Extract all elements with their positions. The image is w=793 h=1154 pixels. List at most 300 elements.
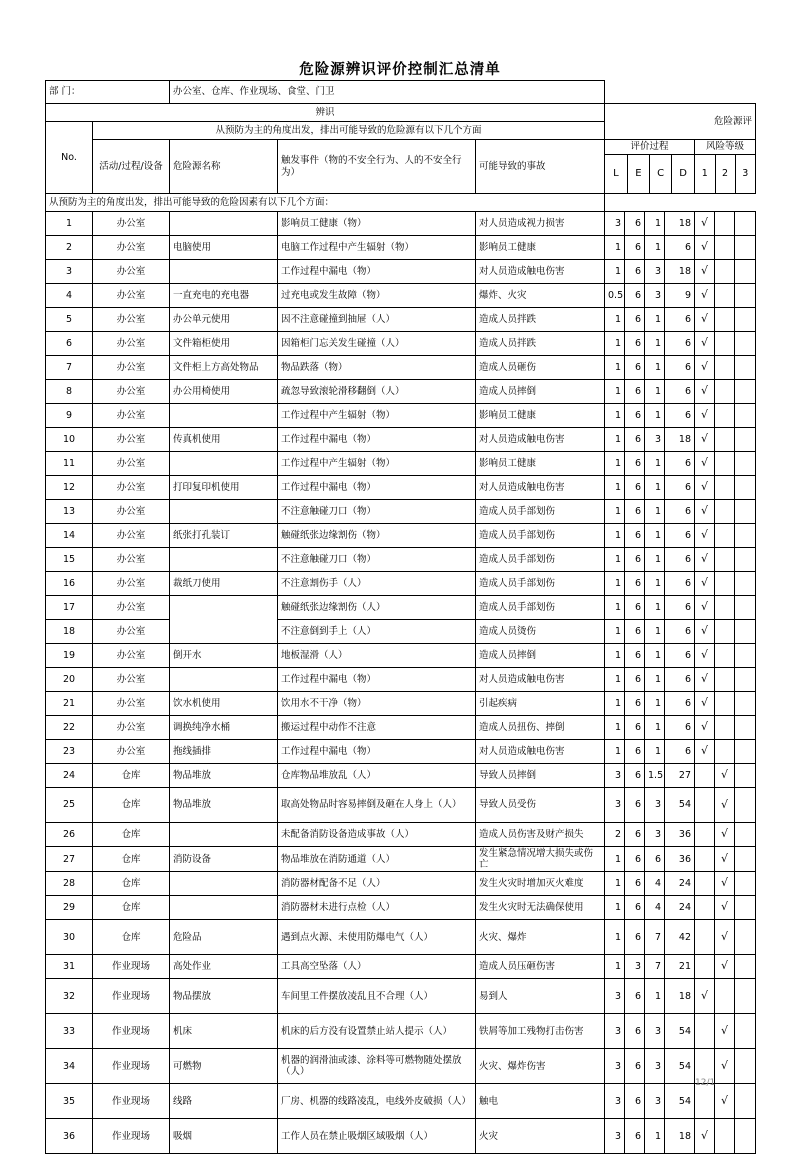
cell-possible-accident[interactable]: 造成人员摔倒: [476, 380, 605, 404]
cell-possible-accident[interactable]: 发生火灾时增加灭火难度: [476, 872, 605, 896]
cell-no[interactable]: 20: [46, 668, 93, 692]
cell-activity[interactable]: 办公室: [93, 380, 170, 404]
cell-risk-2[interactable]: √: [715, 847, 735, 872]
cell-risk-1[interactable]: [695, 955, 715, 979]
cell-trigger-event[interactable]: 工作过程中漏电（物）: [278, 740, 476, 764]
cell-risk-3[interactable]: [735, 548, 756, 572]
cell-activity[interactable]: 办公室: [93, 716, 170, 740]
cell-risk-2[interactable]: [715, 524, 735, 548]
cell-c[interactable]: 3: [645, 823, 665, 847]
cell-activity[interactable]: 仓库: [93, 823, 170, 847]
cell-risk-3[interactable]: [735, 524, 756, 548]
cell-trigger-event[interactable]: 工作过程中漏电（物）: [278, 668, 476, 692]
cell-activity[interactable]: 仓库: [93, 896, 170, 920]
cell-activity[interactable]: 仓库: [93, 920, 170, 955]
cell-activity[interactable]: 办公室: [93, 476, 170, 500]
cell-risk-2[interactable]: [715, 308, 735, 332]
cell-risk-3[interactable]: [735, 452, 756, 476]
table-row[interactable]: [46, 620, 756, 644]
cell-c[interactable]: 1: [645, 596, 665, 620]
cell-no[interactable]: 14: [46, 524, 93, 548]
cell-e[interactable]: 6: [625, 332, 645, 356]
cell-e[interactable]: 6: [625, 668, 645, 692]
cell-hazard-name[interactable]: 可燃物: [170, 1049, 278, 1084]
cell-risk-3[interactable]: [735, 308, 756, 332]
cell-d[interactable]: 54: [665, 1084, 695, 1119]
cell-hazard-name[interactable]: 倒开水: [170, 644, 278, 668]
cell-risk-2[interactable]: [715, 740, 735, 764]
cell-no[interactable]: 5: [46, 308, 93, 332]
cell-activity[interactable]: 办公室: [93, 620, 170, 644]
cell-no[interactable]: 35: [46, 1084, 93, 1119]
cell-activity[interactable]: 办公室: [93, 500, 170, 524]
table-row[interactable]: [46, 764, 756, 788]
cell-c[interactable]: 7: [645, 955, 665, 979]
table-row[interactable]: [46, 236, 756, 260]
cell-activity[interactable]: 仓库: [93, 788, 170, 823]
cell-d[interactable]: 18: [665, 260, 695, 284]
cell-risk-1[interactable]: √: [695, 476, 715, 500]
cell-risk-1[interactable]: √: [695, 572, 715, 596]
cell-possible-accident[interactable]: 火灾: [476, 1119, 605, 1154]
cell-hazard-name[interactable]: 办公用椅使用: [170, 380, 278, 404]
cell-risk-1[interactable]: √: [695, 692, 715, 716]
cell-trigger-event[interactable]: 仓库物品堆放乱（人）: [278, 764, 476, 788]
cell-risk-3[interactable]: [735, 847, 756, 872]
cell-risk-3[interactable]: [735, 596, 756, 620]
cell-risk-2[interactable]: √: [715, 872, 735, 896]
cell-e[interactable]: 6: [625, 716, 645, 740]
cell-risk-1[interactable]: [695, 847, 715, 872]
cell-l[interactable]: 1: [605, 920, 625, 955]
cell-no[interactable]: 10: [46, 428, 93, 452]
table-row[interactable]: [46, 920, 756, 955]
table-row[interactable]: [46, 572, 756, 596]
cell-c[interactable]: 7: [645, 920, 665, 955]
cell-c[interactable]: 6: [645, 847, 665, 872]
cell-risk-2[interactable]: [715, 260, 735, 284]
cell-hazard-name[interactable]: 拖线插排: [170, 740, 278, 764]
cell-no[interactable]: 19: [46, 644, 93, 668]
cell-hazard-name[interactable]: 裁纸刀使用: [170, 572, 278, 596]
cell-l[interactable]: 1: [605, 428, 625, 452]
cell-no[interactable]: 17: [46, 596, 93, 620]
cell-risk-1[interactable]: [695, 872, 715, 896]
cell-hazard-name[interactable]: [170, 212, 278, 236]
cell-risk-1[interactable]: [695, 896, 715, 920]
cell-c[interactable]: 1: [645, 236, 665, 260]
cell-activity[interactable]: 办公室: [93, 572, 170, 596]
cell-risk-3[interactable]: [735, 896, 756, 920]
cell-l[interactable]: 0.5: [605, 284, 625, 308]
cell-no[interactable]: 11: [46, 452, 93, 476]
cell-risk-1[interactable]: √: [695, 332, 715, 356]
cell-e[interactable]: 6: [625, 823, 645, 847]
cell-e[interactable]: 6: [625, 644, 645, 668]
cell-trigger-event[interactable]: 搬运过程中动作不注意: [278, 716, 476, 740]
cell-l[interactable]: 1: [605, 872, 625, 896]
cell-risk-1[interactable]: [695, 920, 715, 955]
cell-possible-accident[interactable]: 造成人员伤害及财产损失: [476, 823, 605, 847]
cell-e[interactable]: 6: [625, 380, 645, 404]
cell-c[interactable]: 3: [645, 1049, 665, 1084]
cell-no[interactable]: 28: [46, 872, 93, 896]
cell-trigger-event[interactable]: 工作人员在禁止吸烟区域吸烟（人）: [278, 1119, 476, 1154]
cell-hazard-name[interactable]: [170, 668, 278, 692]
cell-no[interactable]: 23: [46, 740, 93, 764]
cell-trigger-event[interactable]: 物品堆放在消防通道（人）: [278, 847, 476, 872]
cell-risk-1[interactable]: [695, 788, 715, 823]
cell-d[interactable]: 6: [665, 404, 695, 428]
table-row[interactable]: [46, 212, 756, 236]
cell-activity[interactable]: 办公室: [93, 236, 170, 260]
cell-risk-1[interactable]: √: [695, 979, 715, 1014]
cell-possible-accident[interactable]: 造成人员烫伤: [476, 620, 605, 644]
cell-risk-2[interactable]: [715, 356, 735, 380]
cell-c[interactable]: 1: [645, 500, 665, 524]
cell-possible-accident[interactable]: 造成人员扭伤、摔倒: [476, 716, 605, 740]
cell-c[interactable]: 4: [645, 896, 665, 920]
cell-risk-1[interactable]: √: [695, 260, 715, 284]
table-row[interactable]: [46, 823, 756, 847]
cell-risk-2[interactable]: [715, 380, 735, 404]
cell-c[interactable]: 4: [645, 872, 665, 896]
cell-activity[interactable]: 作业现场: [93, 1119, 170, 1154]
table-row[interactable]: [46, 380, 756, 404]
cell-risk-3[interactable]: [735, 380, 756, 404]
cell-risk-3[interactable]: [735, 716, 756, 740]
cell-d[interactable]: 21: [665, 955, 695, 979]
cell-no[interactable]: 18: [46, 620, 93, 644]
cell-no[interactable]: 16: [46, 572, 93, 596]
cell-possible-accident[interactable]: 导致人员受伤: [476, 788, 605, 823]
cell-trigger-event[interactable]: 地板湿滑（人）: [278, 644, 476, 668]
cell-risk-3[interactable]: [735, 332, 756, 356]
cell-hazard-name[interactable]: [170, 620, 278, 644]
cell-d[interactable]: 18: [665, 212, 695, 236]
table-row[interactable]: [46, 356, 756, 380]
cell-e[interactable]: 6: [625, 356, 645, 380]
cell-hazard-name[interactable]: 物品摆放: [170, 979, 278, 1014]
cell-possible-accident[interactable]: 对人员造成触电伤害: [476, 260, 605, 284]
cell-no[interactable]: 34: [46, 1049, 93, 1084]
cell-possible-accident[interactable]: 铁屑等加工残物打击伤害: [476, 1014, 605, 1049]
table-row[interactable]: [46, 740, 756, 764]
cell-e[interactable]: 6: [625, 572, 645, 596]
cell-l[interactable]: 1: [605, 308, 625, 332]
cell-l[interactable]: 3: [605, 1119, 625, 1154]
cell-c[interactable]: 1: [645, 620, 665, 644]
cell-e[interactable]: 6: [625, 1119, 645, 1154]
cell-l[interactable]: 1: [605, 847, 625, 872]
cell-d[interactable]: 6: [665, 332, 695, 356]
cell-trigger-event[interactable]: 工作过程中漏电（物）: [278, 476, 476, 500]
cell-activity[interactable]: 办公室: [93, 644, 170, 668]
cell-d[interactable]: 18: [665, 1119, 695, 1154]
cell-hazard-name[interactable]: 吸烟: [170, 1119, 278, 1154]
cell-activity[interactable]: 作业现场: [93, 1084, 170, 1119]
cell-trigger-event[interactable]: 影响员工健康（物）: [278, 212, 476, 236]
table-row[interactable]: [46, 896, 756, 920]
cell-e[interactable]: 6: [625, 1049, 645, 1084]
cell-risk-2[interactable]: √: [715, 955, 735, 979]
table-row[interactable]: [46, 872, 756, 896]
cell-e[interactable]: 6: [625, 284, 645, 308]
cell-possible-accident[interactable]: 易到人: [476, 979, 605, 1014]
cell-no[interactable]: 36: [46, 1119, 93, 1154]
cell-no[interactable]: 26: [46, 823, 93, 847]
cell-c[interactable]: 1: [645, 716, 665, 740]
table-row[interactable]: [46, 955, 756, 979]
cell-risk-3[interactable]: [735, 1119, 756, 1154]
cell-possible-accident[interactable]: 造成人员手部划伤: [476, 548, 605, 572]
cell-l[interactable]: 1: [605, 716, 625, 740]
cell-d[interactable]: 36: [665, 847, 695, 872]
cell-l[interactable]: 1: [605, 380, 625, 404]
cell-e[interactable]: 6: [625, 620, 645, 644]
cell-activity[interactable]: 办公室: [93, 356, 170, 380]
cell-possible-accident[interactable]: 影响员工健康: [476, 236, 605, 260]
cell-possible-accident[interactable]: 导致人员摔倒: [476, 764, 605, 788]
cell-risk-1[interactable]: √: [695, 452, 715, 476]
cell-e[interactable]: 6: [625, 500, 645, 524]
cell-risk-1[interactable]: [695, 823, 715, 847]
cell-activity[interactable]: 办公室: [93, 692, 170, 716]
cell-risk-1[interactable]: [695, 1084, 715, 1119]
cell-risk-3[interactable]: [735, 236, 756, 260]
cell-trigger-event[interactable]: 工作过程中漏电（物）: [278, 428, 476, 452]
cell-l[interactable]: 3: [605, 979, 625, 1014]
cell-risk-1[interactable]: √: [695, 380, 715, 404]
cell-risk-2[interactable]: [715, 979, 735, 1014]
cell-c[interactable]: 1: [645, 476, 665, 500]
cell-d[interactable]: 18: [665, 428, 695, 452]
cell-risk-3[interactable]: [735, 692, 756, 716]
cell-no[interactable]: 32: [46, 979, 93, 1014]
cell-no[interactable]: 12: [46, 476, 93, 500]
cell-possible-accident[interactable]: 火灾、爆炸伤害: [476, 1049, 605, 1084]
cell-risk-2[interactable]: [715, 596, 735, 620]
cell-c[interactable]: 1: [645, 524, 665, 548]
cell-hazard-name[interactable]: 一直充电的充电器: [170, 284, 278, 308]
cell-l[interactable]: 1: [605, 620, 625, 644]
cell-possible-accident[interactable]: 影响员工健康: [476, 452, 605, 476]
cell-d[interactable]: 27: [665, 764, 695, 788]
cell-l[interactable]: 1: [605, 260, 625, 284]
cell-e[interactable]: 6: [625, 404, 645, 428]
cell-l[interactable]: 1: [605, 332, 625, 356]
cell-l[interactable]: 1: [605, 524, 625, 548]
cell-d[interactable]: 6: [665, 644, 695, 668]
cell-risk-2[interactable]: [715, 452, 735, 476]
cell-no[interactable]: 2: [46, 236, 93, 260]
cell-l[interactable]: 3: [605, 1084, 625, 1119]
table-row[interactable]: [46, 1049, 756, 1084]
cell-e[interactable]: 6: [625, 788, 645, 823]
cell-d[interactable]: 6: [665, 524, 695, 548]
cell-trigger-event[interactable]: 电脑工作过程中产生辐射（物）: [278, 236, 476, 260]
cell-e[interactable]: 6: [625, 1014, 645, 1049]
cell-no[interactable]: 3: [46, 260, 93, 284]
cell-possible-accident[interactable]: 影响员工健康: [476, 404, 605, 428]
cell-hazard-name[interactable]: [170, 823, 278, 847]
cell-trigger-event[interactable]: 工具高空坠落（人）: [278, 955, 476, 979]
cell-hazard-name[interactable]: 危险品: [170, 920, 278, 955]
cell-hazard-name[interactable]: 机床: [170, 1014, 278, 1049]
cell-e[interactable]: 6: [625, 308, 645, 332]
cell-e[interactable]: 6: [625, 476, 645, 500]
cell-d[interactable]: 54: [665, 788, 695, 823]
cell-e[interactable]: 6: [625, 740, 645, 764]
table-row[interactable]: [46, 1014, 756, 1049]
cell-c[interactable]: 3: [645, 260, 665, 284]
cell-hazard-name[interactable]: 传真机使用: [170, 428, 278, 452]
cell-d[interactable]: 6: [665, 668, 695, 692]
cell-hazard-name[interactable]: [170, 404, 278, 428]
cell-risk-2[interactable]: √: [715, 1084, 735, 1119]
cell-e[interactable]: 6: [625, 1084, 645, 1119]
cell-c[interactable]: 1: [645, 979, 665, 1014]
cell-risk-2[interactable]: √: [715, 1049, 735, 1084]
cell-risk-2[interactable]: [715, 644, 735, 668]
cell-d[interactable]: 54: [665, 1014, 695, 1049]
table-row[interactable]: [46, 308, 756, 332]
cell-e[interactable]: 6: [625, 428, 645, 452]
cell-trigger-event[interactable]: 因不注意碰撞到抽屉（人）: [278, 308, 476, 332]
cell-c[interactable]: 1: [645, 572, 665, 596]
cell-c[interactable]: 1: [645, 740, 665, 764]
cell-possible-accident[interactable]: 造成人员拌跌: [476, 308, 605, 332]
cell-trigger-event[interactable]: 工作过程中产生辐射（物）: [278, 404, 476, 428]
cell-risk-3[interactable]: [735, 764, 756, 788]
cell-risk-3[interactable]: [735, 356, 756, 380]
cell-risk-1[interactable]: √: [695, 596, 715, 620]
cell-no[interactable]: 7: [46, 356, 93, 380]
cell-trigger-event[interactable]: 消防器材配备不足（人）: [278, 872, 476, 896]
cell-risk-3[interactable]: [735, 1084, 756, 1119]
cell-l[interactable]: 1: [605, 596, 625, 620]
cell-e[interactable]: 3: [625, 955, 645, 979]
cell-c[interactable]: 1: [645, 668, 665, 692]
cell-activity[interactable]: 办公室: [93, 260, 170, 284]
cell-risk-2[interactable]: √: [715, 920, 735, 955]
cell-risk-2[interactable]: [715, 236, 735, 260]
cell-hazard-name[interactable]: 文件箱柜使用: [170, 332, 278, 356]
table-row[interactable]: [46, 716, 756, 740]
cell-trigger-event[interactable]: 车间里工件摆放凌乱且不合理（人）: [278, 979, 476, 1014]
cell-hazard-name[interactable]: 打印复印机使用: [170, 476, 278, 500]
cell-e[interactable]: 6: [625, 260, 645, 284]
cell-c[interactable]: 1: [645, 380, 665, 404]
table-row[interactable]: [46, 788, 756, 823]
cell-activity[interactable]: 办公室: [93, 308, 170, 332]
cell-risk-3[interactable]: [735, 668, 756, 692]
cell-trigger-event[interactable]: 过充电或发生故障（物）: [278, 284, 476, 308]
cell-no[interactable]: 33: [46, 1014, 93, 1049]
cell-l[interactable]: 3: [605, 212, 625, 236]
cell-trigger-event[interactable]: 消防器材未进行点检（人）: [278, 896, 476, 920]
cell-l[interactable]: 3: [605, 1049, 625, 1084]
cell-possible-accident[interactable]: 造成人员拌跌: [476, 332, 605, 356]
cell-trigger-event[interactable]: 机床的后方没有设置禁止站人提示（人）: [278, 1014, 476, 1049]
cell-risk-2[interactable]: [715, 572, 735, 596]
cell-d[interactable]: 6: [665, 452, 695, 476]
cell-c[interactable]: 3: [645, 284, 665, 308]
table-row[interactable]: [46, 524, 756, 548]
cell-possible-accident[interactable]: 爆炸、火灾: [476, 284, 605, 308]
cell-c[interactable]: 1.5: [645, 764, 665, 788]
table-row[interactable]: [46, 596, 756, 620]
cell-c[interactable]: 3: [645, 1014, 665, 1049]
cell-e[interactable]: 6: [625, 896, 645, 920]
cell-no[interactable]: 6: [46, 332, 93, 356]
cell-e[interactable]: 6: [625, 212, 645, 236]
cell-hazard-name[interactable]: 文件柜上方高处物品: [170, 356, 278, 380]
table-row[interactable]: [46, 1084, 756, 1119]
cell-risk-2[interactable]: [715, 212, 735, 236]
cell-possible-accident[interactable]: 对人员造成视力损害: [476, 212, 605, 236]
cell-possible-accident[interactable]: 造成人员砸伤: [476, 356, 605, 380]
cell-trigger-event[interactable]: 不注意倒到手上（人）: [278, 620, 476, 644]
cell-trigger-event[interactable]: 遇到点火源、未使用防爆电气（人）: [278, 920, 476, 955]
cell-no[interactable]: 8: [46, 380, 93, 404]
cell-risk-3[interactable]: [735, 260, 756, 284]
cell-hazard-name[interactable]: 物品堆放: [170, 764, 278, 788]
table-row[interactable]: [46, 332, 756, 356]
cell-risk-2[interactable]: [715, 692, 735, 716]
cell-no[interactable]: 13: [46, 500, 93, 524]
cell-hazard-name[interactable]: [170, 260, 278, 284]
cell-no[interactable]: 24: [46, 764, 93, 788]
cell-possible-accident[interactable]: 造成人员手部划伤: [476, 524, 605, 548]
table-row[interactable]: [46, 847, 756, 872]
cell-risk-1[interactable]: √: [695, 500, 715, 524]
cell-trigger-event[interactable]: 不注意触碰刀口（物）: [278, 500, 476, 524]
cell-d[interactable]: 6: [665, 476, 695, 500]
cell-c[interactable]: 1: [645, 452, 665, 476]
cell-d[interactable]: 6: [665, 692, 695, 716]
cell-activity[interactable]: 办公室: [93, 740, 170, 764]
cell-no[interactable]: 30: [46, 920, 93, 955]
cell-risk-2[interactable]: [715, 284, 735, 308]
cell-d[interactable]: 6: [665, 716, 695, 740]
cell-risk-1[interactable]: √: [695, 356, 715, 380]
cell-e[interactable]: 6: [625, 847, 645, 872]
cell-risk-3[interactable]: [735, 872, 756, 896]
cell-activity[interactable]: 作业现场: [93, 1049, 170, 1084]
cell-e[interactable]: 6: [625, 452, 645, 476]
cell-risk-3[interactable]: [735, 404, 756, 428]
cell-hazard-name[interactable]: 纸张打孔装订: [170, 524, 278, 548]
cell-risk-3[interactable]: [735, 1049, 756, 1084]
cell-risk-1[interactable]: √: [695, 740, 715, 764]
cell-d[interactable]: 6: [665, 620, 695, 644]
cell-d[interactable]: 6: [665, 356, 695, 380]
cell-activity[interactable]: 作业现场: [93, 979, 170, 1014]
cell-l[interactable]: 3: [605, 1014, 625, 1049]
cell-e[interactable]: 6: [625, 920, 645, 955]
cell-possible-accident[interactable]: 发生火灾时无法确保使用: [476, 896, 605, 920]
cell-risk-2[interactable]: √: [715, 1014, 735, 1049]
cell-activity[interactable]: 办公室: [93, 332, 170, 356]
cell-risk-3[interactable]: [735, 1014, 756, 1049]
cell-l[interactable]: 1: [605, 452, 625, 476]
table-row[interactable]: [46, 1119, 756, 1154]
cell-risk-1[interactable]: √: [695, 716, 715, 740]
cell-possible-accident[interactable]: 发生紧急情况增大损失或伤亡: [476, 847, 605, 872]
cell-risk-1[interactable]: √: [695, 308, 715, 332]
cell-risk-3[interactable]: [735, 284, 756, 308]
